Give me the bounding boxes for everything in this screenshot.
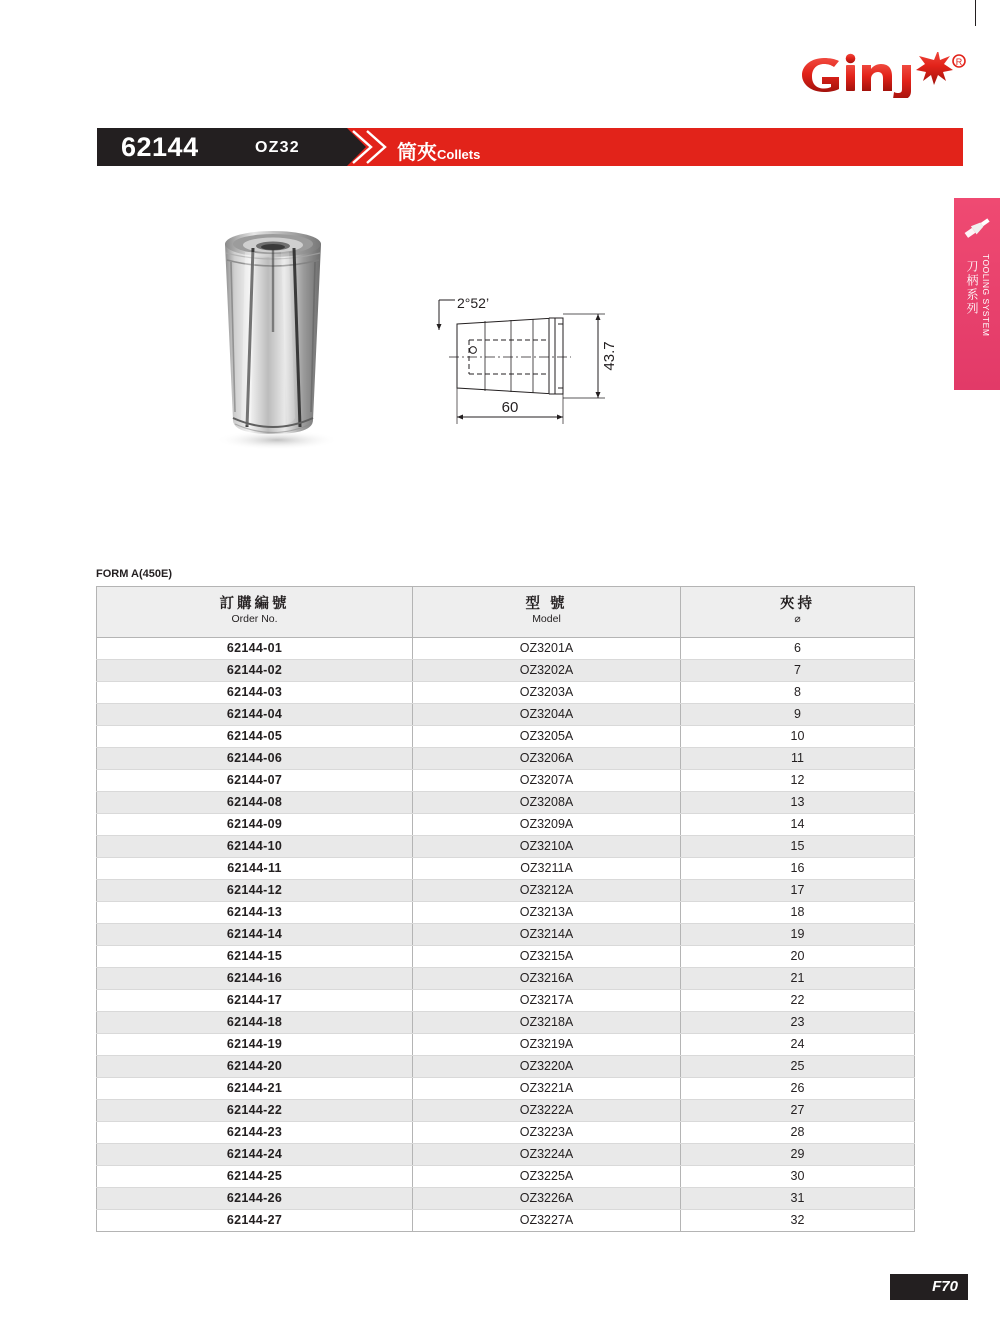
cell-order-no: 62144-05 [97, 726, 413, 748]
cell-model: OZ3219A [413, 1034, 681, 1056]
cell-clamping-diameter: 30 [681, 1166, 915, 1188]
table-row [97, 1012, 915, 1034]
column-header-order-no [97, 587, 413, 638]
cell-model: OZ3214A [413, 924, 681, 946]
cell-clamping-diameter: 29 [681, 1144, 915, 1166]
cell-order-no: 62144-06 [97, 748, 413, 770]
cell-clamping-diameter: 16 [681, 858, 915, 880]
table-body [97, 638, 915, 1232]
table-row [97, 814, 915, 836]
cell-order-no: 62144-19 [97, 1034, 413, 1056]
table-header-row [97, 587, 915, 638]
cell-clamping-diameter: 10 [681, 726, 915, 748]
cell-clamping-diameter: 18 [681, 902, 915, 924]
cell-model: OZ3202A [413, 660, 681, 682]
cell-order-no: 62144-27 [97, 1210, 413, 1232]
table-row [97, 836, 915, 858]
column-header-model [413, 587, 681, 638]
cell-order-no: 62144-21 [97, 1078, 413, 1100]
cell-model: OZ3217A [413, 990, 681, 1012]
drawing-height-label: 43.7 [601, 341, 618, 371]
cell-model: OZ3204A [413, 704, 681, 726]
cell-clamping-diameter: 26 [681, 1078, 915, 1100]
table-row [97, 990, 915, 1012]
brand-logo [786, 52, 968, 98]
column-header-model-cn: 型 號 [525, 596, 568, 613]
cell-clamping-diameter: 25 [681, 1056, 915, 1078]
cell-clamping-diameter: 8 [681, 682, 915, 704]
cell-clamping-diameter: 23 [681, 1012, 915, 1034]
column-header-model-en: Model [532, 613, 561, 626]
cell-order-no: 62144-15 [97, 946, 413, 968]
page-header-bar [97, 128, 963, 166]
table-row [97, 1166, 915, 1188]
cell-model: OZ3209A [413, 814, 681, 836]
technical-drawing [425, 288, 665, 448]
chevron-right-icon [347, 128, 389, 166]
cell-clamping-diameter: 32 [681, 1210, 915, 1232]
page-title-en: Collets [437, 147, 481, 162]
table-row [97, 1078, 915, 1100]
table-row [97, 770, 915, 792]
table-row [97, 858, 915, 880]
page-number: F70 [932, 1278, 958, 1295]
table-row [97, 1034, 915, 1056]
product-photo [195, 212, 355, 452]
cell-model: OZ3224A [413, 1144, 681, 1166]
drawing-length-label: 60 [501, 399, 519, 416]
table-row [97, 902, 915, 924]
cell-model: OZ3205A [413, 726, 681, 748]
table-row [97, 968, 915, 990]
table-row [97, 946, 915, 968]
cell-order-no: 62144-13 [97, 902, 413, 924]
specification-table [96, 586, 915, 1232]
cell-clamping-diameter: 28 [681, 1122, 915, 1144]
table-row [97, 682, 915, 704]
cell-model: OZ3225A [413, 1166, 681, 1188]
cell-model: OZ3208A [413, 792, 681, 814]
cell-clamping-diameter: 24 [681, 1034, 915, 1056]
cell-clamping-diameter: 13 [681, 792, 915, 814]
table-row [97, 638, 915, 660]
column-header-clamping-symbol: ⌀ [794, 613, 801, 626]
cell-clamping-diameter: 31 [681, 1188, 915, 1210]
cell-order-no: 62144-24 [97, 1144, 413, 1166]
cell-order-no: 62144-07 [97, 770, 413, 792]
column-header-order-no-en: Order No. [231, 613, 278, 626]
side-tab-label-en: TOOLING SYSTEM [981, 254, 991, 337]
cell-order-no: 62144-22 [97, 1100, 413, 1122]
cell-clamping-diameter: 7 [681, 660, 915, 682]
tool-holder-icon [961, 212, 993, 244]
cell-clamping-diameter: 27 [681, 1100, 915, 1122]
cell-model: OZ3227A [413, 1210, 681, 1232]
table-row [97, 1056, 915, 1078]
cell-model: OZ3223A [413, 1122, 681, 1144]
product-series: OZ32 [255, 139, 300, 156]
cell-model: OZ3216A [413, 968, 681, 990]
table-row [97, 1122, 915, 1144]
cell-model: OZ3221A [413, 1078, 681, 1100]
page-title [397, 136, 480, 165]
cell-clamping-diameter: 12 [681, 770, 915, 792]
cell-model: OZ3226A [413, 1188, 681, 1210]
cell-clamping-diameter: 15 [681, 836, 915, 858]
form-label: FORM A(450E) [96, 568, 172, 580]
cell-clamping-diameter: 11 [681, 748, 915, 770]
cell-model: OZ3213A [413, 902, 681, 924]
table-row [97, 1100, 915, 1122]
cell-model: OZ3215A [413, 946, 681, 968]
table-row [97, 880, 915, 902]
cell-clamping-diameter: 17 [681, 880, 915, 902]
cell-model: OZ3220A [413, 1056, 681, 1078]
product-code: 62144 [121, 132, 199, 162]
column-header-clamping-cn: 夾持 [780, 596, 815, 613]
cell-model: OZ3211A [413, 858, 681, 880]
cell-order-no: 62144-20 [97, 1056, 413, 1078]
cell-order-no: 62144-16 [97, 968, 413, 990]
cell-model: OZ3206A [413, 748, 681, 770]
cell-clamping-diameter: 14 [681, 814, 915, 836]
cell-order-no: 62144-01 [97, 638, 413, 660]
cell-clamping-diameter: 9 [681, 704, 915, 726]
table-row [97, 1144, 915, 1166]
cell-order-no: 62144-10 [97, 836, 413, 858]
cell-order-no: 62144-09 [97, 814, 413, 836]
cell-model: OZ3201A [413, 638, 681, 660]
cell-order-no: 62144-12 [97, 880, 413, 902]
table-row [97, 660, 915, 682]
side-tab-label-cn: 刀柄系列 [965, 260, 979, 316]
table-row [97, 704, 915, 726]
cell-order-no: 62144-25 [97, 1166, 413, 1188]
page-title-cn: 筒夾 [397, 142, 437, 164]
table-row [97, 748, 915, 770]
cell-clamping-diameter: 6 [681, 638, 915, 660]
table-row [97, 792, 915, 814]
cell-clamping-diameter: 22 [681, 990, 915, 1012]
column-header-clamping [681, 587, 915, 638]
cell-model: OZ3218A [413, 1012, 681, 1034]
cell-model: OZ3210A [413, 836, 681, 858]
drawing-angle-label: 2°52’ [457, 295, 490, 311]
crop-mark [975, 0, 976, 26]
cell-order-no: 62144-03 [97, 682, 413, 704]
table-row [97, 1188, 915, 1210]
cell-order-no: 62144-14 [97, 924, 413, 946]
cell-clamping-diameter: 19 [681, 924, 915, 946]
cell-order-no: 62144-18 [97, 1012, 413, 1034]
side-tab-tooling-system [954, 198, 1000, 390]
cell-order-no: 62144-11 [97, 858, 413, 880]
cell-clamping-diameter: 20 [681, 946, 915, 968]
cell-clamping-diameter: 21 [681, 968, 915, 990]
column-header-order-no-cn: 訂購編號 [219, 596, 290, 613]
cell-order-no: 62144-17 [97, 990, 413, 1012]
table-row [97, 1210, 915, 1232]
svg-text:R: R [955, 57, 963, 67]
cell-model: OZ3222A [413, 1100, 681, 1122]
cell-model: OZ3212A [413, 880, 681, 902]
cell-model: OZ3207A [413, 770, 681, 792]
cell-order-no: 62144-26 [97, 1188, 413, 1210]
cell-order-no: 62144-04 [97, 704, 413, 726]
cell-order-no: 62144-23 [97, 1122, 413, 1144]
page-number-tag [890, 1274, 968, 1300]
table-row [97, 726, 915, 748]
cell-model: OZ3203A [413, 682, 681, 704]
cell-order-no: 62144-02 [97, 660, 413, 682]
cell-order-no: 62144-08 [97, 792, 413, 814]
table-row [97, 924, 915, 946]
